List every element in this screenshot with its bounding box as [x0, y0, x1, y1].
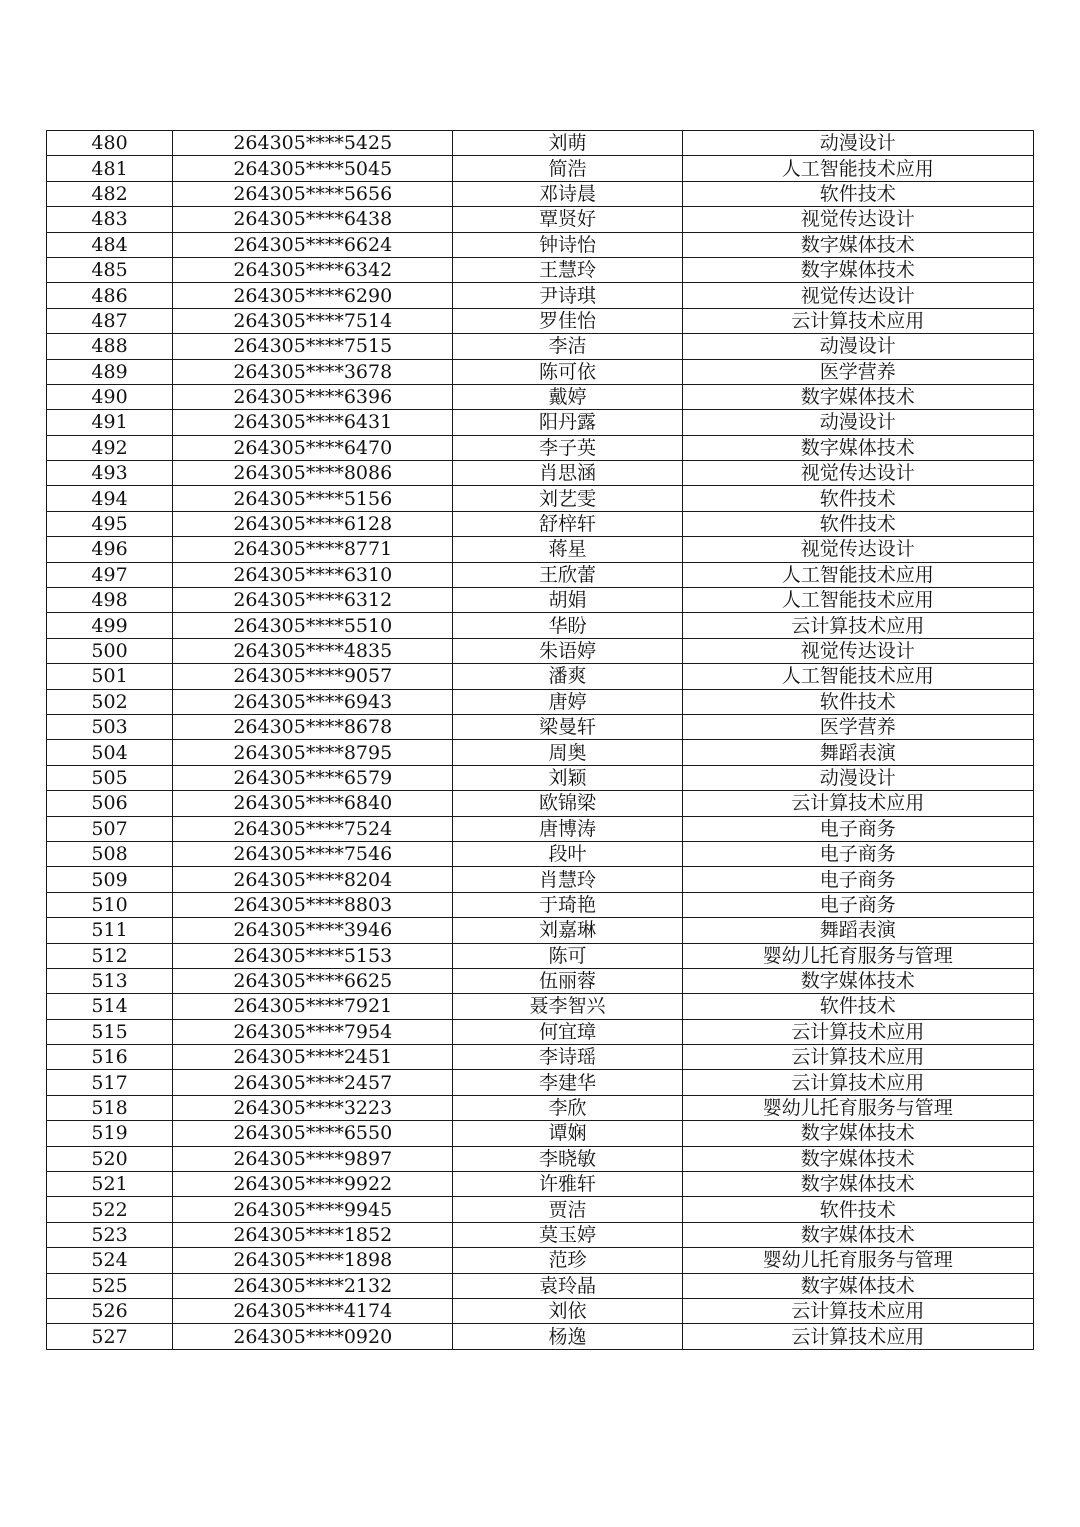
table-row: [47, 765, 1034, 790]
cell-student-name: 刘嘉琳: [453, 918, 682, 943]
cell-student-id: 264305****5153: [173, 943, 453, 968]
cell-major: 视觉传达设计: [682, 207, 1033, 232]
cell-student-id: 264305****3946: [173, 918, 453, 943]
table-row: [47, 1248, 1034, 1273]
cell-major: 动漫设计: [682, 410, 1033, 435]
cell-major: 软件技术: [682, 1197, 1033, 1222]
cell-student-name: 于琦艳: [453, 892, 682, 917]
table-row: [47, 943, 1034, 968]
cell-number: 525: [47, 1273, 173, 1298]
cell-student-id: 264305****8204: [173, 867, 453, 892]
table-row: [47, 1197, 1034, 1222]
cell-student-name: 覃贤好: [453, 207, 682, 232]
cell-major: 视觉传达设计: [682, 461, 1033, 486]
table-row: [47, 1019, 1034, 1044]
table-row: [47, 359, 1034, 384]
table-row: [47, 384, 1034, 409]
cell-student-id: 264305****4835: [173, 638, 453, 663]
table-row: [47, 131, 1034, 156]
table-row: [47, 1273, 1034, 1298]
cell-student-name: 谭娴: [453, 1121, 682, 1146]
cell-number: 510: [47, 892, 173, 917]
cell-student-name: 贾洁: [453, 1197, 682, 1222]
cell-student-name: 尹诗琪: [453, 283, 682, 308]
cell-major: 数字媒体技术: [682, 384, 1033, 409]
table-row: [47, 308, 1034, 333]
table-row: [47, 562, 1034, 587]
cell-student-id: 264305****1852: [173, 1222, 453, 1247]
table-row: [47, 283, 1034, 308]
cell-student-id: 264305****6625: [173, 968, 453, 993]
cell-student-name: 许雅轩: [453, 1172, 682, 1197]
cell-student-name: 刘萌: [453, 131, 682, 156]
cell-number: 484: [47, 232, 173, 257]
cell-number: 489: [47, 359, 173, 384]
cell-student-name: 朱语婷: [453, 638, 682, 663]
cell-student-id: 264305****5156: [173, 486, 453, 511]
cell-number: 507: [47, 816, 173, 841]
cell-number: 504: [47, 740, 173, 765]
cell-major: 人工智能技术应用: [682, 156, 1033, 181]
cell-major: 人工智能技术应用: [682, 562, 1033, 587]
cell-number: 526: [47, 1298, 173, 1323]
cell-student-name: 李诗瑶: [453, 1045, 682, 1070]
table-row: [47, 867, 1034, 892]
cell-major: 软件技术: [682, 689, 1033, 714]
cell-student-id: 264305****5656: [173, 181, 453, 206]
cell-major: 数字媒体技术: [682, 1146, 1033, 1171]
table-row: [47, 892, 1034, 917]
cell-major: 软件技术: [682, 181, 1033, 206]
cell-student-id: 264305****6310: [173, 562, 453, 587]
cell-student-id: 264305****6312: [173, 588, 453, 613]
cell-student-name: 蒋星: [453, 537, 682, 562]
cell-student-name: 何宜璋: [453, 1019, 682, 1044]
cell-student-name: 周奥: [453, 740, 682, 765]
cell-student-name: 伍丽蓉: [453, 968, 682, 993]
table-row: [47, 486, 1034, 511]
cell-number: 508: [47, 841, 173, 866]
cell-major: 电子商务: [682, 867, 1033, 892]
cell-major: 数字媒体技术: [682, 1121, 1033, 1146]
cell-number: 503: [47, 714, 173, 739]
cell-major: 视觉传达设计: [682, 537, 1033, 562]
cell-number: 488: [47, 334, 173, 359]
cell-number: 495: [47, 511, 173, 536]
cell-number: 513: [47, 968, 173, 993]
cell-number: 506: [47, 791, 173, 816]
cell-major: 数字媒体技术: [682, 1273, 1033, 1298]
cell-number: 511: [47, 918, 173, 943]
cell-student-name: 范珍: [453, 1248, 682, 1273]
cell-student-name: 李建华: [453, 1070, 682, 1095]
cell-student-name: 邓诗晨: [453, 181, 682, 206]
cell-student-id: 264305****5425: [173, 131, 453, 156]
table-row: [47, 841, 1034, 866]
cell-student-id: 264305****8803: [173, 892, 453, 917]
cell-major: 云计算技术应用: [682, 1298, 1033, 1323]
table-row: [47, 156, 1034, 181]
cell-student-name: 李晓敏: [453, 1146, 682, 1171]
cell-major: 动漫设计: [682, 334, 1033, 359]
cell-major: 云计算技术应用: [682, 1019, 1033, 1044]
table-row: [47, 816, 1034, 841]
cell-number: 505: [47, 765, 173, 790]
cell-student-name: 杨逸: [453, 1324, 682, 1349]
table-row: [47, 638, 1034, 663]
table-row: [47, 968, 1034, 993]
cell-number: 500: [47, 638, 173, 663]
cell-number: 514: [47, 994, 173, 1019]
cell-number: 482: [47, 181, 173, 206]
table-row: [47, 1146, 1034, 1171]
cell-student-name: 欧锦梁: [453, 791, 682, 816]
cell-student-id: 264305****7921: [173, 994, 453, 1019]
cell-major: 云计算技术应用: [682, 1070, 1033, 1095]
cell-student-id: 264305****6342: [173, 257, 453, 282]
cell-major: 数字媒体技术: [682, 1172, 1033, 1197]
cell-number: 519: [47, 1121, 173, 1146]
cell-major: 动漫设计: [682, 131, 1033, 156]
cell-major: 软件技术: [682, 511, 1033, 536]
cell-student-id: 264305****7514: [173, 308, 453, 333]
cell-major: 云计算技术应用: [682, 1324, 1033, 1349]
cell-student-name: 李洁: [453, 334, 682, 359]
table-row: [47, 257, 1034, 282]
cell-student-id: 264305****8795: [173, 740, 453, 765]
cell-major: 数字媒体技术: [682, 257, 1033, 282]
cell-student-id: 264305****7524: [173, 816, 453, 841]
cell-number: 499: [47, 613, 173, 638]
cell-number: 527: [47, 1324, 173, 1349]
cell-number: 517: [47, 1070, 173, 1095]
cell-major: 人工智能技术应用: [682, 588, 1033, 613]
cell-student-name: 钟诗怡: [453, 232, 682, 257]
cell-major: 人工智能技术应用: [682, 664, 1033, 689]
cell-number: 498: [47, 588, 173, 613]
cell-student-id: 264305****8086: [173, 461, 453, 486]
cell-student-name: 李欣: [453, 1095, 682, 1120]
cell-number: 480: [47, 131, 173, 156]
cell-number: 483: [47, 207, 173, 232]
table-row: [47, 588, 1034, 613]
table-row: [47, 740, 1034, 765]
cell-student-id: 264305****2457: [173, 1070, 453, 1095]
cell-student-id: 264305****6128: [173, 511, 453, 536]
cell-number: 496: [47, 537, 173, 562]
table-row: [47, 1121, 1034, 1146]
cell-student-id: 264305****6943: [173, 689, 453, 714]
cell-student-id: 264305****2451: [173, 1045, 453, 1070]
cell-student-name: 段叶: [453, 841, 682, 866]
cell-student-id: 264305****9057: [173, 664, 453, 689]
cell-major: 婴幼儿托育服务与管理: [682, 1248, 1033, 1273]
cell-student-name: 舒梓轩: [453, 511, 682, 536]
cell-number: 524: [47, 1248, 173, 1273]
cell-number: 502: [47, 689, 173, 714]
cell-student-id: 264305****7515: [173, 334, 453, 359]
table-row: [47, 1222, 1034, 1247]
cell-student-name: 阳丹露: [453, 410, 682, 435]
table-row: [47, 181, 1034, 206]
cell-major: 视觉传达设计: [682, 638, 1033, 663]
roster-table: [46, 130, 1034, 1350]
cell-major: 云计算技术应用: [682, 308, 1033, 333]
cell-major: 动漫设计: [682, 765, 1033, 790]
cell-major: 数字媒体技术: [682, 968, 1033, 993]
cell-number: 523: [47, 1222, 173, 1247]
cell-major: 云计算技术应用: [682, 791, 1033, 816]
cell-student-name: 莫玉婷: [453, 1222, 682, 1247]
cell-number: 522: [47, 1197, 173, 1222]
table-row: [47, 207, 1034, 232]
cell-student-name: 胡娟: [453, 588, 682, 613]
table-row: [47, 1045, 1034, 1070]
cell-student-id: 264305****3678: [173, 359, 453, 384]
cell-student-id: 264305****5510: [173, 613, 453, 638]
cell-student-name: 简浩: [453, 156, 682, 181]
table-row: [47, 1324, 1034, 1349]
cell-student-id: 264305****9922: [173, 1172, 453, 1197]
cell-student-id: 264305****6290: [173, 283, 453, 308]
table-row: [47, 1172, 1034, 1197]
cell-student-name: 刘艺雯: [453, 486, 682, 511]
cell-student-name: 唐婷: [453, 689, 682, 714]
cell-major: 婴幼儿托育服务与管理: [682, 1095, 1033, 1120]
cell-student-id: 264305****6431: [173, 410, 453, 435]
cell-student-id: 264305****7954: [173, 1019, 453, 1044]
cell-major: 电子商务: [682, 892, 1033, 917]
cell-number: 516: [47, 1045, 173, 1070]
roster-body: [47, 131, 1034, 1350]
cell-student-id: 264305****9945: [173, 1197, 453, 1222]
cell-student-id: 264305****9897: [173, 1146, 453, 1171]
cell-major: 软件技术: [682, 486, 1033, 511]
cell-major: 舞蹈表演: [682, 918, 1033, 943]
cell-student-id: 264305****6438: [173, 207, 453, 232]
cell-number: 515: [47, 1019, 173, 1044]
table-row: [47, 1095, 1034, 1120]
cell-student-id: 264305****6840: [173, 791, 453, 816]
cell-student-name: 陈可: [453, 943, 682, 968]
cell-student-id: 264305****1898: [173, 1248, 453, 1273]
cell-number: 494: [47, 486, 173, 511]
cell-student-id: 264305****2132: [173, 1273, 453, 1298]
table-row: [47, 537, 1034, 562]
cell-student-id: 264305****8771: [173, 537, 453, 562]
table-row: [47, 334, 1034, 359]
cell-number: 485: [47, 257, 173, 282]
cell-student-name: 华盼: [453, 613, 682, 638]
cell-student-name: 王欣蕾: [453, 562, 682, 587]
cell-number: 509: [47, 867, 173, 892]
cell-student-id: 264305****5045: [173, 156, 453, 181]
cell-major: 医学营养: [682, 714, 1033, 739]
cell-number: 512: [47, 943, 173, 968]
cell-major: 舞蹈表演: [682, 740, 1033, 765]
cell-major: 视觉传达设计: [682, 283, 1033, 308]
cell-major: 婴幼儿托育服务与管理: [682, 943, 1033, 968]
cell-student-name: 梁曼轩: [453, 714, 682, 739]
cell-student-id: 264305****0920: [173, 1324, 453, 1349]
cell-major: 电子商务: [682, 816, 1033, 841]
table-row: [47, 511, 1034, 536]
table-row: [47, 714, 1034, 739]
cell-number: 501: [47, 664, 173, 689]
cell-student-name: 肖慧玲: [453, 867, 682, 892]
cell-student-name: 肖思涵: [453, 461, 682, 486]
table-row: [47, 435, 1034, 460]
cell-student-id: 264305****6470: [173, 435, 453, 460]
cell-major: 电子商务: [682, 841, 1033, 866]
table-row: [47, 918, 1034, 943]
cell-student-id: 264305****6579: [173, 765, 453, 790]
cell-number: 487: [47, 308, 173, 333]
cell-student-name: 王慧玲: [453, 257, 682, 282]
table-row: [47, 1298, 1034, 1323]
table-row: [47, 689, 1034, 714]
table-row: [47, 461, 1034, 486]
cell-number: 521: [47, 1172, 173, 1197]
cell-major: 云计算技术应用: [682, 613, 1033, 638]
cell-major: 软件技术: [682, 994, 1033, 1019]
cell-student-name: 潘爽: [453, 664, 682, 689]
cell-student-name: 陈可依: [453, 359, 682, 384]
cell-student-name: 刘依: [453, 1298, 682, 1323]
cell-major: 数字媒体技术: [682, 435, 1033, 460]
cell-number: 518: [47, 1095, 173, 1120]
cell-student-name: 戴婷: [453, 384, 682, 409]
cell-student-name: 唐博涛: [453, 816, 682, 841]
cell-student-name: 罗佳怡: [453, 308, 682, 333]
cell-student-id: 264305****6624: [173, 232, 453, 257]
cell-student-id: 264305****6550: [173, 1121, 453, 1146]
table-row: [47, 232, 1034, 257]
cell-student-id: 264305****3223: [173, 1095, 453, 1120]
cell-major: 数字媒体技术: [682, 1222, 1033, 1247]
cell-student-name: 李子英: [453, 435, 682, 460]
cell-number: 497: [47, 562, 173, 587]
cell-student-id: 264305****8678: [173, 714, 453, 739]
cell-student-id: 264305****7546: [173, 841, 453, 866]
cell-number: 490: [47, 384, 173, 409]
cell-number: 486: [47, 283, 173, 308]
cell-number: 491: [47, 410, 173, 435]
table-row: [47, 1070, 1034, 1095]
table-row: [47, 664, 1034, 689]
table-row: [47, 410, 1034, 435]
cell-major: 云计算技术应用: [682, 1045, 1033, 1070]
cell-number: 493: [47, 461, 173, 486]
cell-student-id: 264305****4174: [173, 1298, 453, 1323]
cell-number: 492: [47, 435, 173, 460]
cell-number: 520: [47, 1146, 173, 1171]
table-row: [47, 994, 1034, 1019]
cell-major: 医学营养: [682, 359, 1033, 384]
cell-student-name: 袁玲晶: [453, 1273, 682, 1298]
cell-major: 数字媒体技术: [682, 232, 1033, 257]
cell-student-id: 264305****6396: [173, 384, 453, 409]
cell-student-name: 刘颖: [453, 765, 682, 790]
cell-student-name: 聂李智兴: [453, 994, 682, 1019]
table-row: [47, 613, 1034, 638]
cell-number: 481: [47, 156, 173, 181]
table-row: [47, 791, 1034, 816]
